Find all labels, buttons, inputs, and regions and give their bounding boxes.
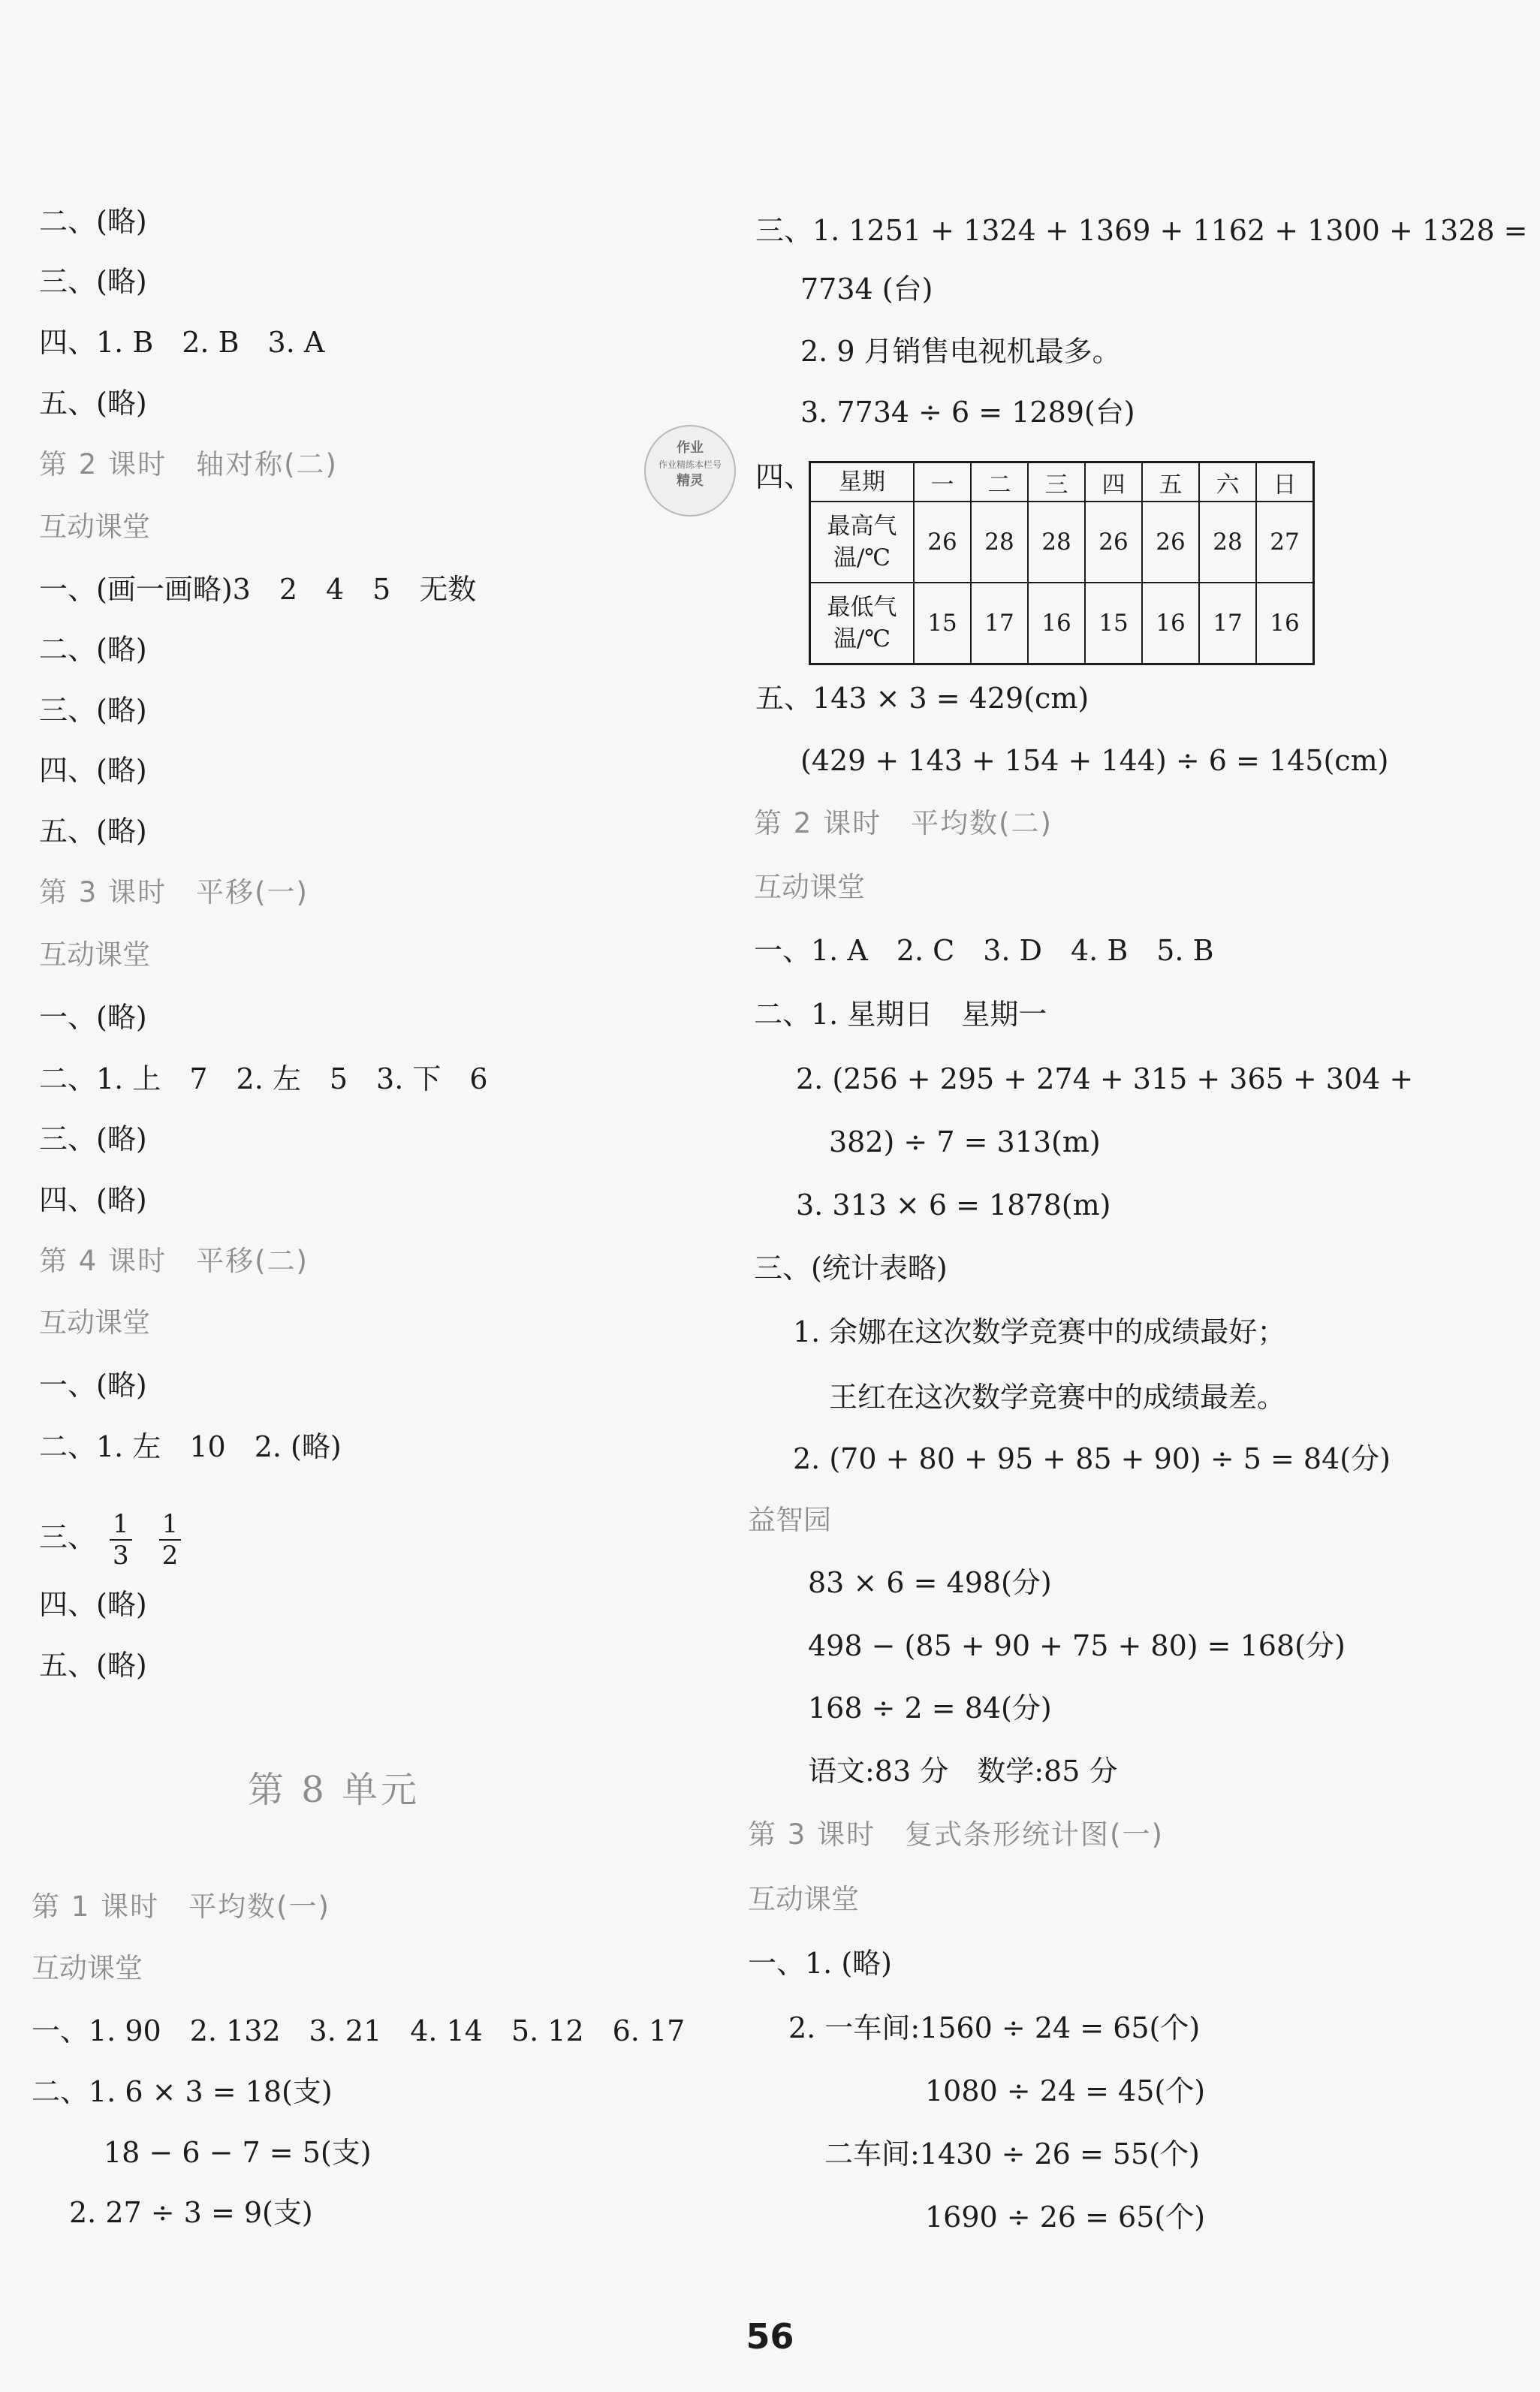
- answer-line: 三、(略): [39, 694, 147, 727]
- table-header-cell: 星期: [810, 462, 915, 502]
- table-header-cell: 一: [914, 462, 971, 502]
- answer-line: 四、(略): [39, 1183, 147, 1216]
- row-label-line: 温/℃: [833, 625, 891, 652]
- table-header-cell: 六: [1199, 462, 1256, 502]
- table-cell: 15: [1085, 583, 1142, 664]
- answer-line: 3. 313 × 6 = 1878(m): [796, 1188, 1111, 1222]
- stamp-text: 作业精练本栏号: [658, 459, 722, 470]
- table-cell: 16: [1142, 583, 1199, 664]
- table-cell: 16: [1028, 583, 1085, 664]
- table-header-cell: 五: [1142, 462, 1199, 502]
- answer-line: 498 − (85 + 90 + 75 + 80) = 168(分): [808, 1629, 1346, 1662]
- answer-line: 一、1. 90 2. 132 3. 21 4. 14 5. 12 6. 17: [32, 2014, 686, 2047]
- answer-line: 三、(统计表略): [754, 1252, 948, 1285]
- section-label: 益智园: [748, 1504, 831, 1536]
- answer-line: 王红在这次数学竞赛中的成绩最差。: [829, 1381, 1286, 1414]
- answer-line: 83 × 6 = 498(分): [808, 1566, 1052, 1599]
- table-row-min-temp: [810, 583, 1314, 664]
- section-label: 互动课堂: [39, 938, 150, 971]
- table-cell: 27: [1256, 502, 1314, 583]
- answer-line: 3. 7734 ÷ 6 = 1289(台): [800, 396, 1135, 429]
- lesson-heading: 第 2 课时 平均数(二): [754, 807, 1053, 839]
- temperature-table: [809, 461, 1315, 665]
- table-header-cell: 四: [1085, 462, 1142, 502]
- answer-line: 二、1. 6 × 3 = 18(支): [32, 2075, 333, 2108]
- answer-line: 四、1. B 2. B 3. A: [39, 326, 325, 359]
- answer-line: 1. 余娜在这次数学竞赛中的成绩最好；: [793, 1315, 1286, 1348]
- table-cell: 26: [914, 502, 971, 583]
- answer-line: 1080 ÷ 24 = 45(个): [925, 2074, 1206, 2107]
- answer-line: 一、(略): [39, 1369, 147, 1402]
- fraction-numerator: 1: [159, 1509, 182, 1541]
- answer-line: 五、(略): [39, 387, 147, 420]
- row-label-line: 最高气: [827, 513, 897, 540]
- answer-line: (429 + 143 + 154 + 144) ÷ 6 = 145(cm): [800, 744, 1389, 777]
- row-label-cell: [810, 583, 915, 664]
- fraction-denominator: 3: [113, 1541, 129, 1571]
- answer-line: 二、(略): [39, 205, 147, 238]
- answer-line: 三、1. 1251 + 1324 + 1369 + 1162 + 1300 + 1328 =: [755, 214, 1528, 247]
- table-cell: 26: [1085, 502, 1142, 583]
- table-cell: 28: [1028, 502, 1085, 583]
- section-label: 互动课堂: [39, 1306, 150, 1339]
- answer-line: 五、143 × 3 = 429(cm): [755, 682, 1089, 715]
- answer-prefix: 四、: [755, 460, 813, 493]
- section-label: 互动课堂: [754, 871, 865, 903]
- table-cell: 28: [971, 502, 1028, 583]
- answer-line: 二、1. 左 10 2. (略): [39, 1430, 342, 1463]
- answer-line: 2. 27 ÷ 3 = 9(支): [69, 2196, 313, 2229]
- answer-line: 二、1. 星期日 星期一: [754, 998, 1047, 1031]
- lesson-heading: 第 3 课时 平移(一): [39, 876, 309, 908]
- table-header-cell: 三: [1028, 462, 1085, 502]
- lesson-heading: 第 2 课时 轴对称(二): [39, 448, 338, 481]
- answer-line: 一、(画一画略)3 2 4 5 无数: [39, 573, 477, 606]
- answer-line: 2. 一车间:1560 ÷ 24 = 65(个): [788, 2011, 1201, 2044]
- answer-line: 五、(略): [39, 815, 147, 848]
- row-label-line: 温/℃: [833, 544, 891, 571]
- table-cell: 16: [1256, 583, 1314, 664]
- fraction-denominator: 2: [161, 1541, 179, 1571]
- table-header-row: [810, 462, 1314, 502]
- answer-line: 五、(略): [39, 1649, 147, 1682]
- answer-line: 168 ÷ 2 = 84(分): [808, 1692, 1052, 1725]
- table-cell: 17: [1199, 583, 1256, 664]
- table-cell: 15: [914, 583, 971, 664]
- answer-line: 一、1. A 2. C 3. D 4. B 5. B: [754, 934, 1214, 967]
- answer-line: 一、(略): [39, 1001, 147, 1034]
- answer-prefix: 三、: [39, 1520, 97, 1554]
- lesson-heading: 第 3 课时 复式条形统计图(一): [748, 1818, 1164, 1851]
- answer-line: 一、1. (略): [748, 1947, 892, 1980]
- fraction-numerator: 1: [110, 1509, 132, 1541]
- answer-line: 二、1. 上 7 2. 左 5 3. 下 6: [39, 1062, 488, 1095]
- section-label: 互动课堂: [748, 1883, 859, 1915]
- answer-line: 382) ÷ 7 = 313(m): [829, 1125, 1101, 1158]
- answer-line: 2. 9 月销售电视机最多。: [800, 335, 1121, 368]
- unit-title: 第 8 单元: [248, 1769, 420, 1811]
- table-cell: 17: [971, 583, 1028, 664]
- table-cell: 28: [1199, 502, 1256, 583]
- answer-line: 三、(略): [39, 265, 147, 298]
- table-header-cell: 日: [1256, 462, 1314, 502]
- section-label: 互动课堂: [39, 511, 150, 543]
- fraction-one-half: [159, 1509, 182, 1571]
- answer-line: 2. (256 + 295 + 274 + 315 + 365 + 304 +: [796, 1062, 1414, 1095]
- row-label-line: 最低气: [827, 594, 897, 621]
- answer-line-fractions: [39, 1509, 194, 1571]
- lesson-heading: 第 4 课时 平移(二): [39, 1245, 309, 1277]
- fraction-one-third: [110, 1509, 132, 1571]
- answer-line: 四、(略): [39, 754, 147, 787]
- workbook-stamp-logo: [644, 425, 736, 517]
- answer-line: 语文:83 分 数学:85 分: [808, 1755, 1118, 1788]
- answer-line: 二、(略): [39, 633, 147, 666]
- section-label: 互动课堂: [32, 1952, 143, 1984]
- row-label-cell: [810, 502, 915, 583]
- answer-line: 18 − 6 − 7 = 5(支): [104, 2136, 372, 2169]
- answer-line: 7734 (台): [800, 273, 933, 306]
- answer-line: 三、(略): [39, 1122, 147, 1155]
- page-number: 56: [746, 2316, 794, 2357]
- stamp-text: 精灵: [677, 473, 704, 489]
- table-cell: 26: [1142, 502, 1199, 583]
- answer-line: 1690 ÷ 26 = 65(个): [925, 2201, 1206, 2234]
- answer-line: 2. (70 + 80 + 95 + 85 + 90) ÷ 5 = 84(分): [793, 1442, 1391, 1475]
- table-row-max-temp: [810, 502, 1314, 583]
- table-header-cell: 二: [971, 462, 1028, 502]
- answer-line: 二车间:1430 ÷ 26 = 55(个): [824, 2137, 1200, 2171]
- answer-line: 四、(略): [39, 1588, 147, 1621]
- lesson-heading: 第 1 课时 平均数(一): [32, 1890, 330, 1923]
- stamp-text: 作业: [677, 440, 704, 456]
